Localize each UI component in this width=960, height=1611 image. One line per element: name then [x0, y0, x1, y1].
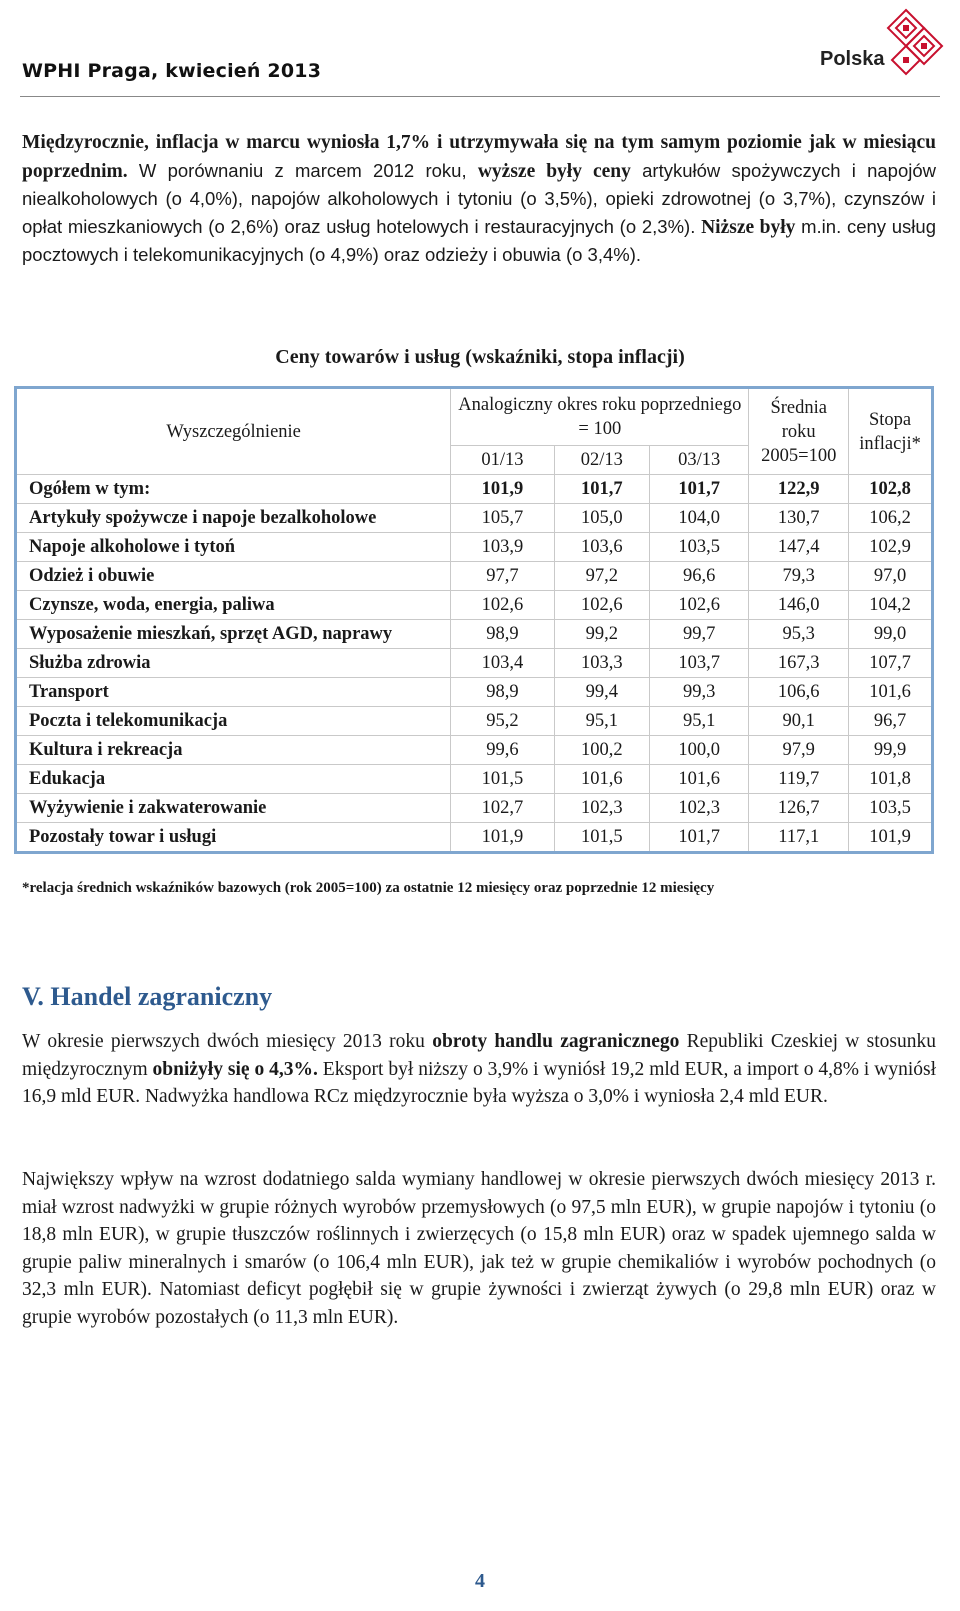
row-value: 99,7: [649, 620, 748, 649]
row-value: 95,3: [749, 620, 849, 649]
row-value: 102,7: [451, 794, 554, 823]
row-value: 96,6: [649, 562, 748, 591]
intro-bold-1: Międzyrocznie, inflacja w marcu wyniosła 1,7% i utrzymywała się na tym samym poziomie jak w miesiącu poprzednim.: [22, 132, 936, 182]
row-label: Pozostały towar i usługi: [16, 823, 451, 853]
row-value: 101,5: [451, 765, 554, 794]
prices-table: [14, 386, 934, 854]
row-label: Czynsze, woda, energia, paliwa: [16, 591, 451, 620]
table-footnote: *relacja średnich wskaźników bazowych (rok 2005=100) za ostatnie 12 miesięcy oraz poprzednie 12 miesięcy: [22, 880, 715, 896]
row-value: 117,1: [749, 823, 849, 853]
row-value: 99,0: [849, 620, 933, 649]
row-value: 101,7: [649, 823, 748, 853]
row-value: 102,6: [554, 591, 649, 620]
table-row: [16, 504, 933, 533]
table-row: [16, 823, 933, 853]
row-value: 96,7: [849, 707, 933, 736]
row-label: Artykuły spożywcze i napoje bezalkoholowe: [16, 504, 451, 533]
row-value: 105,0: [554, 504, 649, 533]
header-inflation-rate: Stopa inflacji*: [849, 388, 933, 475]
row-value: 102,8: [849, 475, 933, 504]
table-row: [16, 562, 933, 591]
header-average: Średnia roku 2005=100: [749, 388, 849, 475]
row-value: 103,9: [451, 533, 554, 562]
inflation-paragraph: [22, 128, 936, 269]
row-value: 102,3: [649, 794, 748, 823]
trade-text-1: W okresie pierwszych dwóch miesięcy 2013 roku: [22, 1031, 433, 1052]
row-value: 101,7: [649, 475, 748, 504]
table-title: Ceny towarów i usług (wskaźniki, stopa inflacji): [275, 346, 685, 368]
header-divider: [20, 96, 940, 97]
header-month: 02/13: [554, 446, 649, 475]
row-value: 130,7: [749, 504, 849, 533]
row-value: 126,7: [749, 794, 849, 823]
row-value: 99,9: [849, 736, 933, 765]
row-value: 97,2: [554, 562, 649, 591]
trade-bold-1: obroty handlu zagranicznego: [432, 1031, 680, 1052]
trade-bold-2: obniżyły się o 4,3%.: [152, 1058, 318, 1080]
table-row: [16, 707, 933, 736]
row-label: Kultura i rekreacja: [16, 736, 451, 765]
row-value: 101,7: [554, 475, 649, 504]
row-value: 98,9: [451, 620, 554, 649]
row-value: 102,6: [649, 591, 748, 620]
row-value: 95,1: [649, 707, 748, 736]
trade-paragraph-2: Największy wpływ na wzrost dodatniego salda wymiany handlowej w okresie pierwszych dwóch miesięcy 2013 r. miał wzrost nadwyżki w grupie różnych wyrobów przemysłowych (o 97,5 mln EUR), w grupie napojów i tytoniu (o 18,8 mln EUR), w grupie tłuszczów roślinnych i zwierzęcych (o 15,8 mln EUR) oraz w spadek ujemnego salda w grupie paliw mineralnych i smarów (o 106,4 mln EUR), jak też w grupie chemikaliów i wyrobów pochodnych (o 32,3 mln EUR). Natomiast deficyt pogłębił się w grupie żywności i zwierząt żywych (o 29,8 mln EUR) oraz w grupie wyrobów pozostałych (o 11,3 mln EUR).: [22, 1169, 936, 1328]
row-value: 104,2: [849, 591, 933, 620]
row-label: Ogółem w tym:: [16, 475, 451, 504]
section-heading: V. Handel zagraniczny: [22, 982, 273, 1011]
row-value: 106,2: [849, 504, 933, 533]
row-value: 95,1: [554, 707, 649, 736]
table-header-row: [16, 388, 933, 446]
row-value: 97,7: [451, 562, 554, 591]
intro-text-2: artykułów spożywczych i napojów niealkoholowych (o 4,0%), napojów alkoholowych i tytoniu (o 3,5%), opieki zdrowotnej (o 3,7%), czynszów i opłat mieszkaniowych (o 2,6%) oraz usług hotelowych i restauracyjnych (o 2,3%).: [22, 159, 937, 237]
header-previous-period: Analogiczny okres roku poprzedniego = 100: [451, 388, 749, 446]
row-value: 100,0: [649, 736, 748, 765]
logo-text: Polska: [820, 48, 885, 70]
polska-logo: [820, 6, 950, 92]
row-label: Napoje alkoholowe i tytoń: [16, 533, 451, 562]
intro-bold-2: wyższe były ceny: [477, 160, 631, 182]
header-specification: Wyszczególnienie: [16, 388, 451, 475]
page-header: [0, 0, 960, 100]
row-value: 147,4: [749, 533, 849, 562]
row-value: 100,2: [554, 736, 649, 765]
row-label: Transport: [16, 678, 451, 707]
table-row: [16, 678, 933, 707]
row-value: 98,9: [451, 678, 554, 707]
table-row: [16, 765, 933, 794]
row-value: 103,5: [849, 794, 933, 823]
row-value: 101,5: [554, 823, 649, 853]
row-value: 167,3: [749, 649, 849, 678]
row-label: Wyżywienie i zakwaterowanie: [16, 794, 451, 823]
trade-paragraph-1: [22, 1028, 936, 1111]
trade-text-3: Eksport był niższy o 3,9% i wyniósł 19,2 mld EUR, a import o 4,8% i wyniósł 16,9 mld EUR. Nadwyżka handlowa RCz międzyrocznie była wyższa o 3,0% i wyniosła 2,4 mld EUR.: [22, 1058, 937, 1107]
intro-text-1: W porównaniu z marcem 2012 roku,: [127, 159, 478, 181]
row-value: 101,6: [649, 765, 748, 794]
row-value: 97,9: [749, 736, 849, 765]
row-value: 99,3: [649, 678, 748, 707]
table-row: [16, 736, 933, 765]
intro-text-3: m.in. ceny usług pocztowych i telekomunikacyjnych (o 4,9%) oraz odzieży i obuwia (o 3,4%).: [22, 215, 936, 265]
header-month: 03/13: [649, 446, 748, 475]
row-value: 99,2: [554, 620, 649, 649]
row-value: 79,3: [749, 562, 849, 591]
row-value: 101,9: [451, 823, 554, 853]
table-row: [16, 794, 933, 823]
row-value: 97,0: [849, 562, 933, 591]
table-row: [16, 620, 933, 649]
row-value: 103,3: [554, 649, 649, 678]
trade-text-2: Republiki Czeskiej w stosunku międzyrocznym: [22, 1031, 936, 1080]
header-title: WPHI Praga, kwiecień 2013: [22, 60, 322, 82]
row-value: 99,4: [554, 678, 649, 707]
row-value: 107,7: [849, 649, 933, 678]
table-row: [16, 533, 933, 562]
row-value: 95,2: [451, 707, 554, 736]
row-value: 102,9: [849, 533, 933, 562]
row-value: 102,3: [554, 794, 649, 823]
row-value: 90,1: [749, 707, 849, 736]
row-value: 103,5: [649, 533, 748, 562]
row-value: 101,6: [554, 765, 649, 794]
row-value: 104,0: [649, 504, 748, 533]
row-value: 122,9: [749, 475, 849, 504]
row-value: 119,7: [749, 765, 849, 794]
table-row: [16, 591, 933, 620]
table-row: [16, 475, 933, 504]
table-body: [16, 475, 933, 853]
row-label: Wyposażenie mieszkań, sprzęt AGD, naprawy: [16, 620, 451, 649]
row-value: 105,7: [451, 504, 554, 533]
row-value: 101,6: [849, 678, 933, 707]
row-label: Edukacja: [16, 765, 451, 794]
row-label: Poczta i telekomunikacja: [16, 707, 451, 736]
row-value: 146,0: [749, 591, 849, 620]
row-value: 101,9: [451, 475, 554, 504]
page-number: 4: [475, 1570, 485, 1592]
row-value: 103,7: [649, 649, 748, 678]
row-value: 103,4: [451, 649, 554, 678]
table-row: [16, 649, 933, 678]
row-label: Odzież i obuwie: [16, 562, 451, 591]
row-value: 101,8: [849, 765, 933, 794]
row-label: Służba zdrowia: [16, 649, 451, 678]
intro-bold-3: Niższe były: [701, 216, 796, 238]
row-value: 103,6: [554, 533, 649, 562]
row-value: 101,9: [849, 823, 933, 853]
row-value: 102,6: [451, 591, 554, 620]
header-month: 01/13: [451, 446, 554, 475]
row-value: 106,6: [749, 678, 849, 707]
row-value: 99,6: [451, 736, 554, 765]
